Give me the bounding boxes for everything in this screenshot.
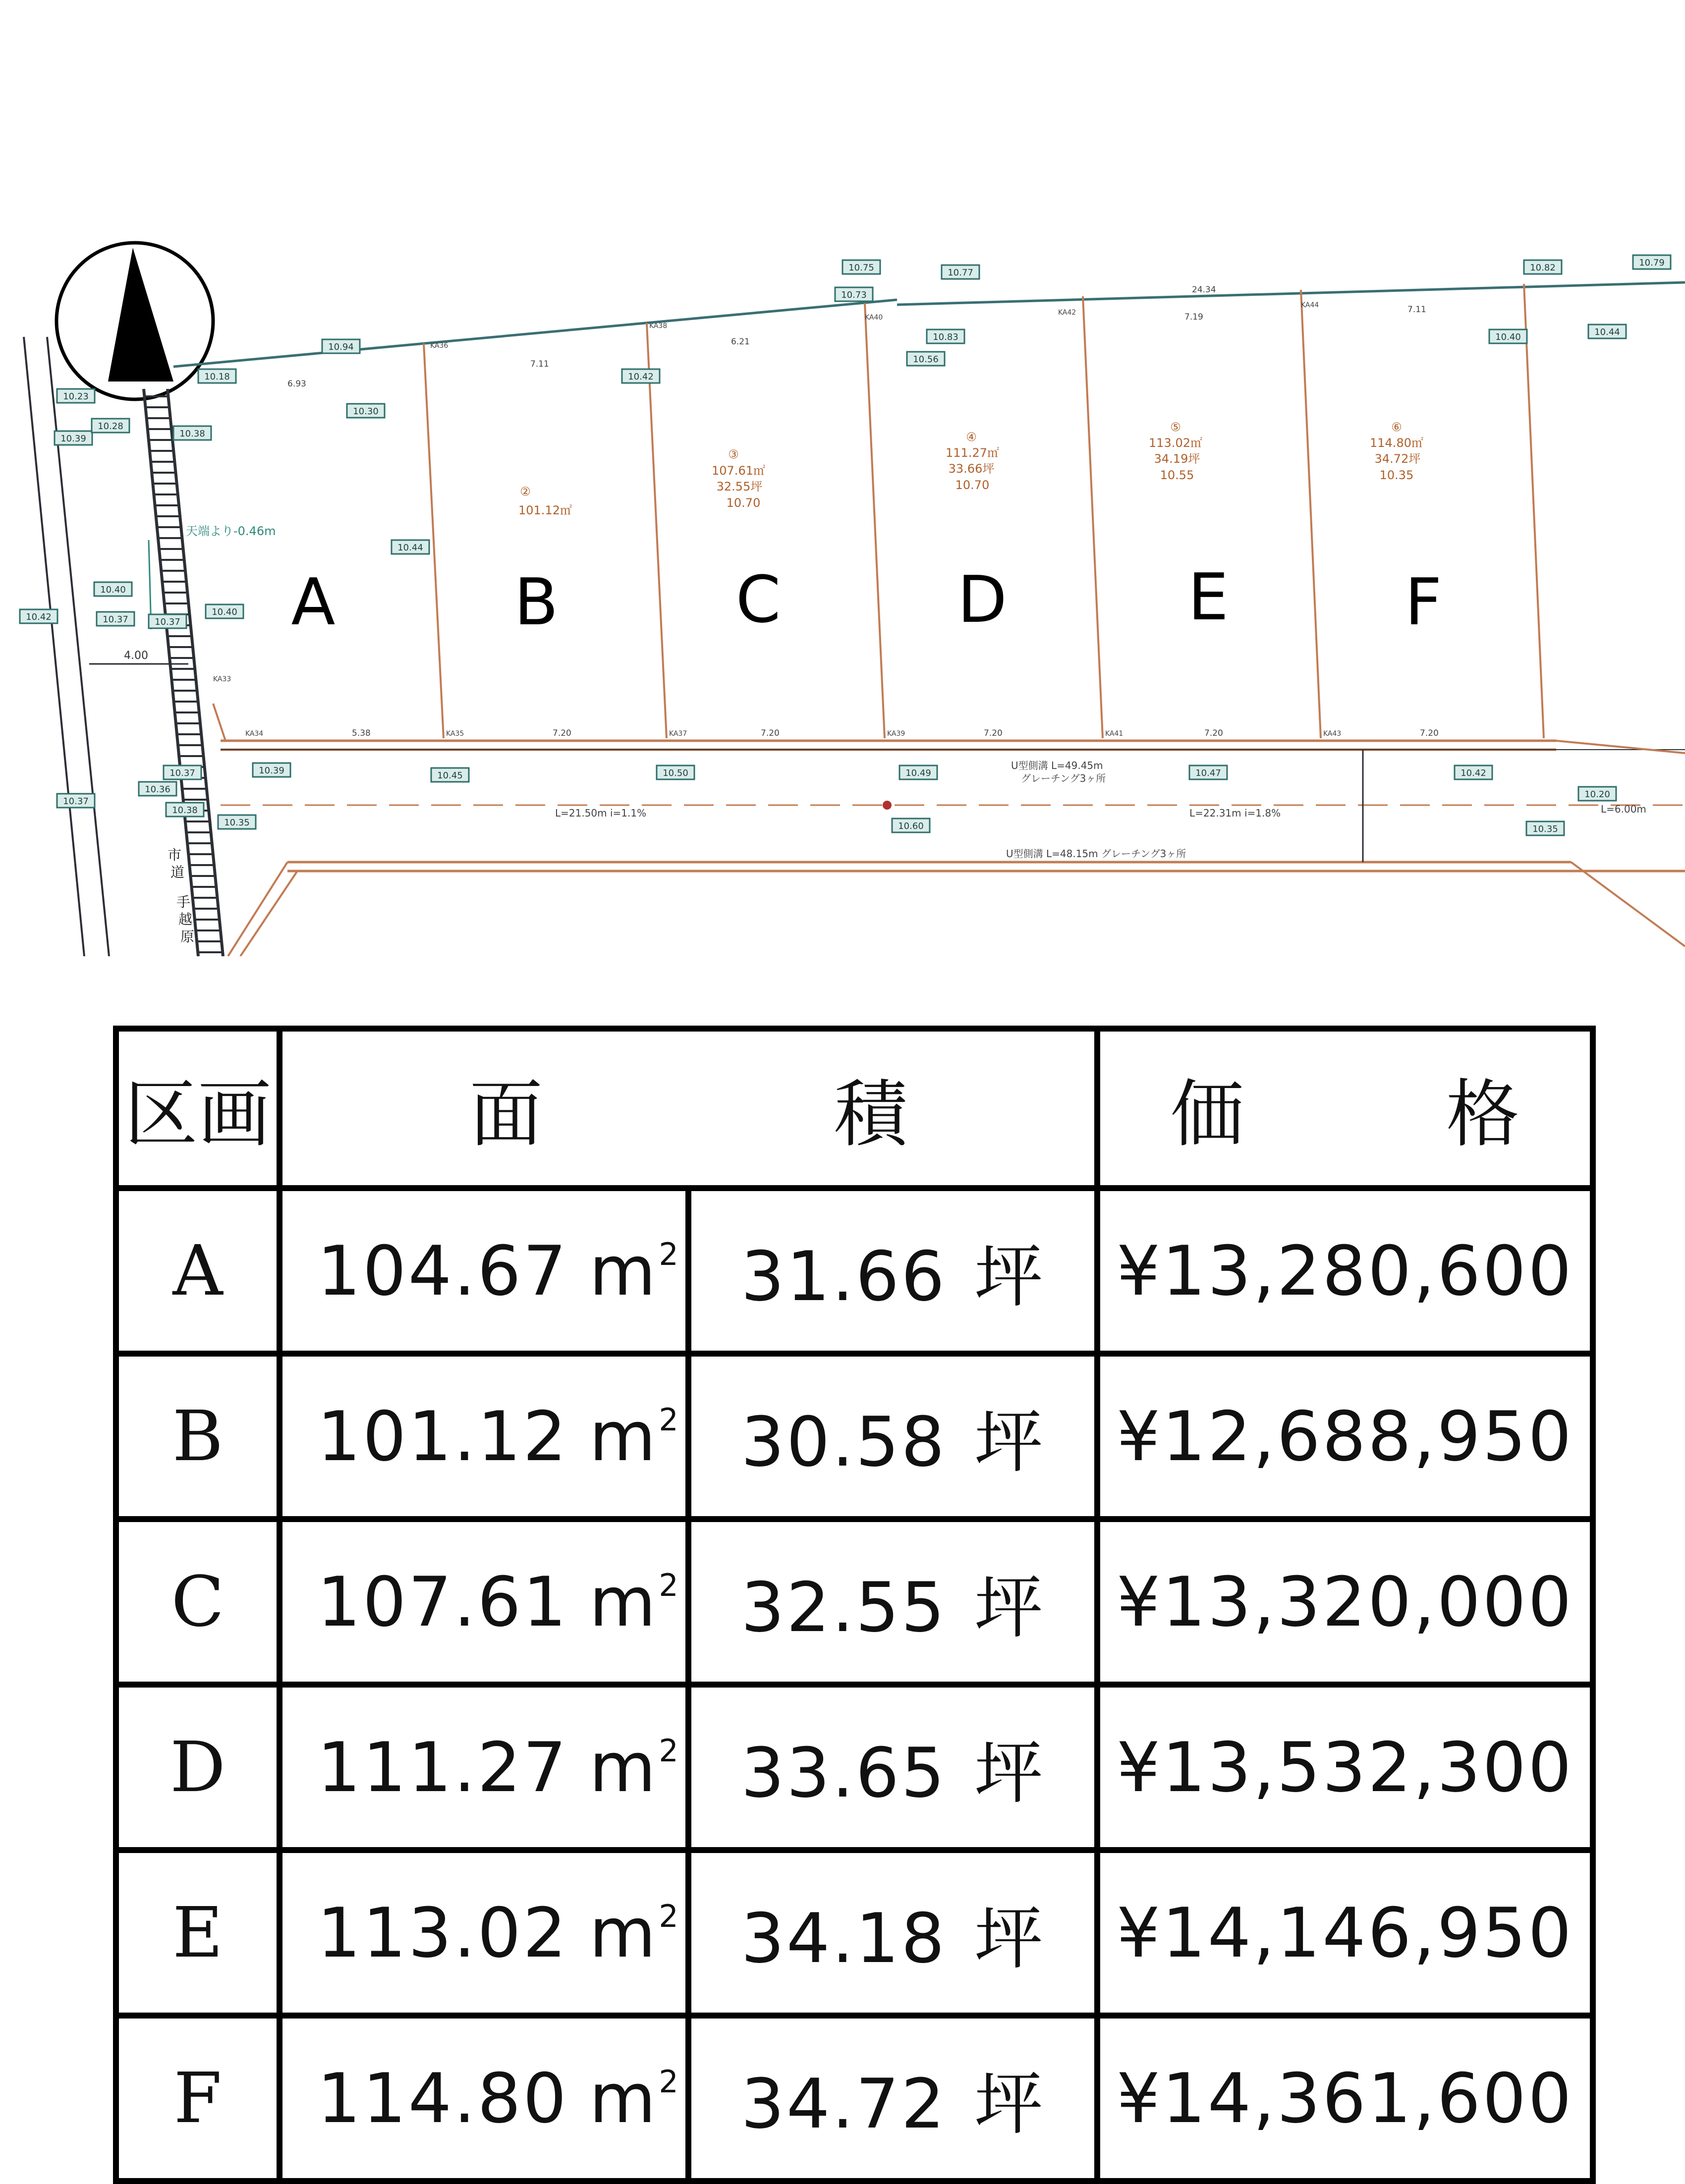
elevation-tag [55,431,92,445]
station-label: KA43 [1323,730,1342,738]
station-label: KA38 [649,322,668,330]
price-cell: ¥13,280,600 [1097,1188,1593,1354]
header-price: 価 格 [1097,1029,1593,1188]
elevation-tag [57,389,95,403]
road-label-char: 手 [176,894,191,910]
frontage-width: 7.20 [1204,728,1223,738]
tsubo-value: 30.58 [740,1402,947,1482]
elevation-tag [892,819,930,832]
table-row [116,1519,1593,1685]
sqm-cell [280,2016,688,2181]
elevation-tag-value: 10.37 [155,617,180,627]
elevation-tag-value: 10.30 [353,406,379,417]
sqm-value: 111.27 [317,1727,568,1807]
lot-boundaries [424,284,1544,738]
elevation-tag-value: 10.37 [169,768,195,778]
lot-cell: E [116,1850,280,2016]
elevation-tag-value: 10.75 [848,263,874,273]
tsubo-value: 33.65 [740,1733,947,1813]
elevation-tag [164,765,201,779]
length-note: L=6.00m [1601,803,1646,815]
top-width: 6.93 [287,379,306,389]
tsubo-unit: 坪 [974,1237,1045,1316]
road-width-label: 4.00 [124,650,148,662]
elevation-tag-value: 10.82 [1530,263,1556,273]
lot-area-sqm: 111.27㎡ [946,446,999,460]
lot-elevation: 10.55 [1160,468,1194,482]
table-row [116,1188,1593,1354]
sqm-unit: $m^2$ [589,1396,680,1476]
slope-note: L=22.31m i=1.8% [1189,807,1281,819]
table-row [116,2016,1593,2181]
sqm-unit: $m^2$ [589,1562,680,1642]
station-label: KA44 [1301,301,1319,309]
subdivision-plat-map [0,218,1685,956]
station-label: KA41 [1105,730,1123,738]
elevation-tag [149,614,186,628]
station-labels [213,301,1341,738]
elevation-tag-value: 10.37 [103,614,128,625]
lot-area-tsubo: 34.72坪 [1374,452,1421,466]
elevation-tag-value: 10.39 [259,765,284,776]
elevation-tag [92,419,129,433]
station-label: KA34 [245,730,264,738]
elevation-tag [1578,787,1616,801]
elevation-tag [942,265,979,279]
elevation-tag [899,765,937,779]
lot-letters [291,559,1442,640]
lot-cell: A [116,1188,280,1354]
elevation-tag [1189,765,1227,779]
elevation-tag [927,329,964,343]
tsubo-value: 32.55 [740,1568,947,1647]
lot-area-tsubo: 32.55坪 [716,480,763,493]
lot-price-table [113,1026,1596,2184]
elevation-tag [1455,765,1492,779]
lot-cell: F [116,2016,280,2181]
slope-note: L=21.50m i=1.1% [555,807,647,819]
elevation-tag-value: 10.60 [898,821,924,831]
price-cell: ¥12,688,950 [1097,1354,1593,1519]
lot-letter-d: D [957,562,1008,637]
table-row [116,1354,1593,1519]
top-width: 7.11 [530,359,549,369]
tsubo-unit: 坪 [974,2064,1045,2144]
tsubo-unit: 坪 [974,1733,1045,1813]
elevation-tag-value: 10.38 [172,805,198,816]
frontage-width: 7.20 [553,728,571,738]
sqm-value: 101.12 [317,1396,568,1476]
sqm-value: 107.61 [317,1562,568,1642]
elevation-tag [392,540,429,554]
elevation-tag-value: 10.42 [26,612,52,622]
elevation-tag [1633,255,1671,269]
table-header-row [116,1029,1593,1188]
station-label: KA40 [865,314,883,322]
station-label: KA33 [213,675,231,683]
elevation-tag-value: 10.42 [1460,768,1486,778]
elevation-tag-value: 10.20 [1584,789,1610,800]
frontage-width: 7.20 [1420,728,1439,738]
drain-note: U型側溝 L=48.15m グレーチング3ヶ所 [1006,848,1186,860]
elevation-tag [166,803,204,817]
sqm-cell [280,1850,688,2016]
elevation-tag-value: 10.44 [397,543,423,553]
elevation-tag-value: 10.79 [1639,258,1665,268]
elevation-tag [1526,821,1564,835]
elevation-tag [97,612,134,626]
tsubo-cell [688,1685,1097,1850]
road-label-char: 市 [168,847,182,863]
elevation-tag-value: 10.35 [224,818,250,828]
sqm-value: 104.67 [317,1231,568,1311]
road-label-char: 道 [170,864,185,880]
station-label: KA37 [669,730,687,738]
lot-area-tsubo: 34.19坪 [1154,452,1200,466]
top-width: 7.11 [1407,305,1426,315]
lot-letter-a: A [291,564,336,640]
elevation-tag [322,339,360,353]
lot-number: ④ [966,430,977,444]
station-label: KA35 [446,730,464,738]
lot-area-sqm: 101.12㎡ [518,503,572,517]
road-label-char: 原 [180,928,195,945]
lot-elevation: 10.35 [1379,468,1414,482]
frontage-width: 7.20 [984,728,1003,738]
tsubo-cell [688,1188,1097,1354]
grating-note: グレーチング3ヶ所 [1021,772,1106,784]
lot-number: ⑤ [1170,420,1181,434]
header-lot: 区画 [116,1029,280,1188]
lot-letter-c: C [735,562,781,637]
elevation-tag-value: 10.35 [1532,824,1558,834]
elevation-tag [347,404,385,418]
sqm-unit: $m^2$ [589,2058,680,2138]
elevation-tag [94,582,132,596]
table-row [116,1685,1593,1850]
lot-cell: C [116,1519,280,1685]
tsubo-cell [688,1519,1097,1685]
tsubo-cell [688,1850,1097,2016]
elevation-tag-value: 10.77 [948,268,973,278]
lot-elevation: 10.70 [955,478,990,492]
elevation-tag [173,426,211,440]
lot-number: ⑥ [1391,420,1402,434]
lot-number: ③ [728,447,739,461]
elevation-tag [657,765,694,779]
elevation-tag [20,609,57,623]
lot-cell: D [116,1685,280,1850]
elevation-tag [842,260,880,274]
price-cell: ¥14,146,950 [1097,1850,1593,2016]
tsubo-value: 34.18 [740,1899,947,1978]
elevation-tag [907,352,945,366]
elevation-tag [1524,260,1562,274]
tsubo-unit: 坪 [974,1568,1045,1647]
sqm-unit: $m^2$ [589,1231,680,1311]
table-row [116,1850,1593,2016]
elevation-tag-value: 10.18 [204,372,230,382]
elevation-tag-value: 10.42 [628,372,654,382]
lot-area-sqm: 107.61㎡ [712,464,765,478]
sqm-value: 114.80 [317,2058,568,2138]
elevation-tag [835,287,873,301]
elevation-tag-value: 10.38 [179,429,205,439]
top-width: 24.34 [1192,285,1216,295]
elevation-tag [1489,329,1527,343]
lot-number: ② [520,485,531,498]
elevation-tag-value: 10.23 [63,391,89,402]
elevation-tag-value: 10.40 [100,585,126,595]
station-label: KA42 [1058,309,1076,317]
elevation-tag-value: 10.36 [145,784,170,795]
tsubo-cell [688,1354,1097,1519]
frontage-width: 7.20 [761,728,780,738]
price-cell: ¥14,361,600 [1097,2016,1593,2181]
elevation-tag-value: 10.45 [437,770,463,781]
elevation-tag-value: 10.28 [98,421,123,432]
elevation-tag-value: 10.39 [60,434,86,444]
tsubo-value: 31.66 [740,1237,947,1316]
elevation-tag-value: 10.44 [1594,327,1620,337]
header-area: 面 積 [280,1029,1097,1188]
price-cell: ¥13,320,000 [1097,1519,1593,1685]
lot-letter-f: F [1404,564,1442,640]
drain-note: U型側溝 L=49.45m [1011,760,1103,771]
elevation-tag [431,768,469,782]
elevation-tag-value: 10.83 [933,332,958,342]
elevation-tag [57,794,95,808]
sqm-cell [280,1519,688,1685]
dimension-labels [287,285,1439,738]
elevation-tag-value: 10.94 [328,342,354,352]
elevation-tag-value: 10.40 [212,607,237,617]
elevation-tag-value: 10.73 [841,290,867,300]
top-width: 7.19 [1184,312,1203,322]
elevation-tags [20,255,1671,835]
north-arrow-icon [56,243,213,399]
road-label-char: 越 [178,911,193,928]
elevation-tag [218,815,256,829]
lot-area-sqm: 113.02㎡ [1149,436,1202,450]
sqm-cell [280,1685,688,1850]
elevation-tag [198,369,236,383]
frontage-width: 5.38 [352,728,371,738]
sqm-cell [280,1188,688,1354]
sqm-unit: $m^2$ [589,1727,680,1807]
lot-area-sqm: 114.80㎡ [1370,436,1423,450]
lot-letter-e: E [1187,559,1229,635]
sqm-cell [280,1354,688,1519]
elevation-tag [139,782,176,796]
elevation-tag-value: 10.47 [1195,768,1221,778]
elevation-tag-value: 10.49 [905,768,931,778]
sqm-value: 113.02 [317,1893,568,1973]
elevation-tag [1588,325,1626,338]
top-width: 6.21 [731,337,750,347]
elevation-tag [253,763,290,777]
station-label: KA39 [887,730,905,738]
elevation-tag-value: 10.40 [1495,332,1521,342]
front-road [213,704,1685,956]
station-label: KA36 [430,342,449,350]
crest-note: 天端より-0.46m [186,524,276,538]
elevation-tag-value: 10.56 [913,354,939,365]
tsubo-unit: 坪 [974,1899,1045,1978]
lot-area-tsubo: 33.66坪 [948,462,995,476]
elevation-tag [622,369,660,383]
sqm-unit: $m^2$ [589,1893,680,1973]
tsubo-value: 34.72 [740,2064,947,2144]
tsubo-cell [688,2016,1097,2181]
tsubo-unit: 坪 [974,1402,1045,1482]
lot-elevation: 10.70 [726,496,761,510]
elevation-tag [206,604,243,618]
lot-cell: B [116,1354,280,1519]
elevation-tag-value: 10.50 [663,768,688,778]
price-cell: ¥13,532,300 [1097,1685,1593,1850]
elevation-tag-value: 10.37 [63,796,89,807]
lot-letter-b: B [514,564,559,640]
